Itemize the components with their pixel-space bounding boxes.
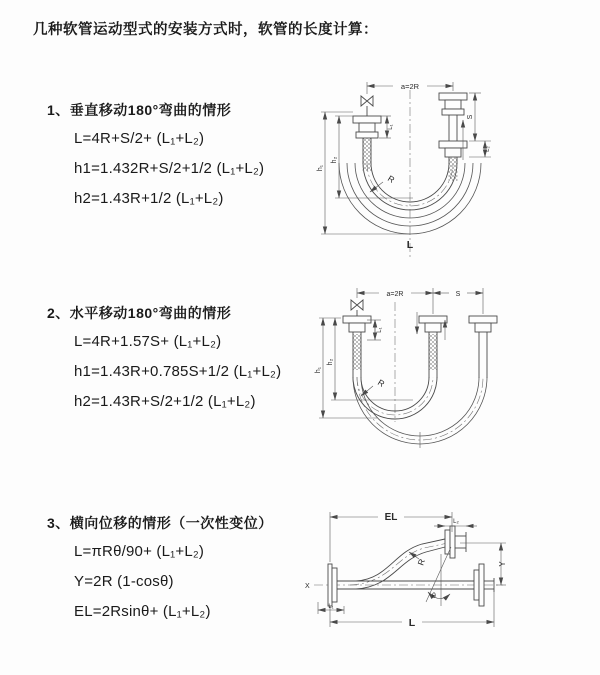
- dimension-h2: [327, 318, 413, 400]
- section-1-formula-L: L=4R+S/2+ (L₁+L₂): [74, 130, 205, 147]
- radius-callout: [370, 173, 396, 192]
- dim-label-h2: h₂: [327, 358, 334, 366]
- section-2-heading: 2、水平移动180°弯曲的情形: [47, 305, 232, 321]
- section-2-formula-h2: h2=1.43R+S/2+1/2 (L₁+L₂): [74, 393, 256, 410]
- page-title: 几种软管运动型式的安装方式时，软管的长度计算：: [33, 22, 378, 38]
- dim-label-s: S: [455, 291, 461, 298]
- dim-label-l2: L₂: [453, 519, 459, 525]
- valve-icon: [351, 300, 363, 310]
- right-leg: [439, 93, 467, 181]
- diagram-horizontal-180-bend: [313, 282, 595, 462]
- dimension-a-2r: [357, 288, 483, 314]
- section-3-formula-EL: EL=2Rsinθ+ (L₁+L₂): [74, 603, 211, 620]
- section-1-heading: 1、垂直移动180°弯曲的情形: [47, 102, 232, 118]
- dim-label-l1: L₁: [377, 327, 383, 333]
- dimension-el: [330, 512, 452, 562]
- dimension-h1: [315, 318, 377, 418]
- displaced-hose: [350, 526, 466, 589]
- right-leg: [469, 316, 497, 378]
- dim-label-h2: h₂: [331, 156, 338, 164]
- radius-callout: [409, 552, 427, 567]
- dim-label-y: Y: [498, 561, 507, 567]
- dimension-s: [467, 93, 491, 141]
- dimension-s: [433, 291, 483, 298]
- dim-label-s: S: [467, 114, 474, 120]
- dim-label-a2r: a=2R: [386, 291, 404, 298]
- dimension-l1: [318, 602, 344, 614]
- dim-label-r: R: [415, 557, 427, 567]
- dim-label-h1: h₁: [315, 366, 322, 374]
- section-3-formula-L: L=πRθ/90+ (L₁+L₂): [74, 543, 205, 560]
- left-leg: [343, 300, 375, 378]
- left-flange: [328, 564, 337, 606]
- dim-label-h1: h₁: [317, 164, 324, 172]
- dim-label-r: R: [375, 377, 387, 389]
- dim-label-r: R: [385, 173, 397, 185]
- dimension-l: [330, 592, 494, 629]
- dim-label-l: L: [406, 239, 414, 251]
- dim-label-a2r: a=2R: [400, 82, 420, 91]
- dim-label-l1: L₁: [328, 604, 334, 610]
- valve-icon: [361, 96, 373, 106]
- section-1-formula-h2: h2=1.43R+1/2 (L₁+L₂): [74, 190, 224, 207]
- hose-u-bend-arcs: [353, 377, 487, 448]
- section-1-formula-h1: h1=1.432R+S/2+1/2 (L₁+L₂): [74, 160, 265, 177]
- dimension-l2: [469, 141, 491, 157]
- diagram-lateral-displacement: [298, 502, 595, 642]
- dimension-l2: [434, 519, 477, 526]
- radius-callout: [361, 377, 386, 396]
- dim-label-l: L: [408, 617, 416, 629]
- section-2-formula-L: L=4R+1.57S+ (L₁+L₂): [74, 333, 222, 350]
- axis-label-x: X: [305, 583, 310, 590]
- section-3-heading: 3、横向位移的情形（一次性变位）: [47, 515, 273, 531]
- section-2-formula-h1: h1=1.43R+0.785S+1/2 (L₁+L₂): [74, 363, 282, 380]
- angle-label-theta: θ: [432, 593, 436, 600]
- angle-theta: [426, 547, 451, 606]
- left-leg: [353, 96, 381, 171]
- middle-leg: [417, 312, 447, 378]
- diagram-vertical-180-bend: [313, 68, 595, 268]
- dim-label-l2: L₂: [485, 146, 491, 152]
- dim-label-el: EL: [384, 512, 398, 523]
- dim-label-l1: L₁: [388, 124, 394, 130]
- section-3-formula-Y: Y=2R (1-cosθ): [74, 573, 174, 590]
